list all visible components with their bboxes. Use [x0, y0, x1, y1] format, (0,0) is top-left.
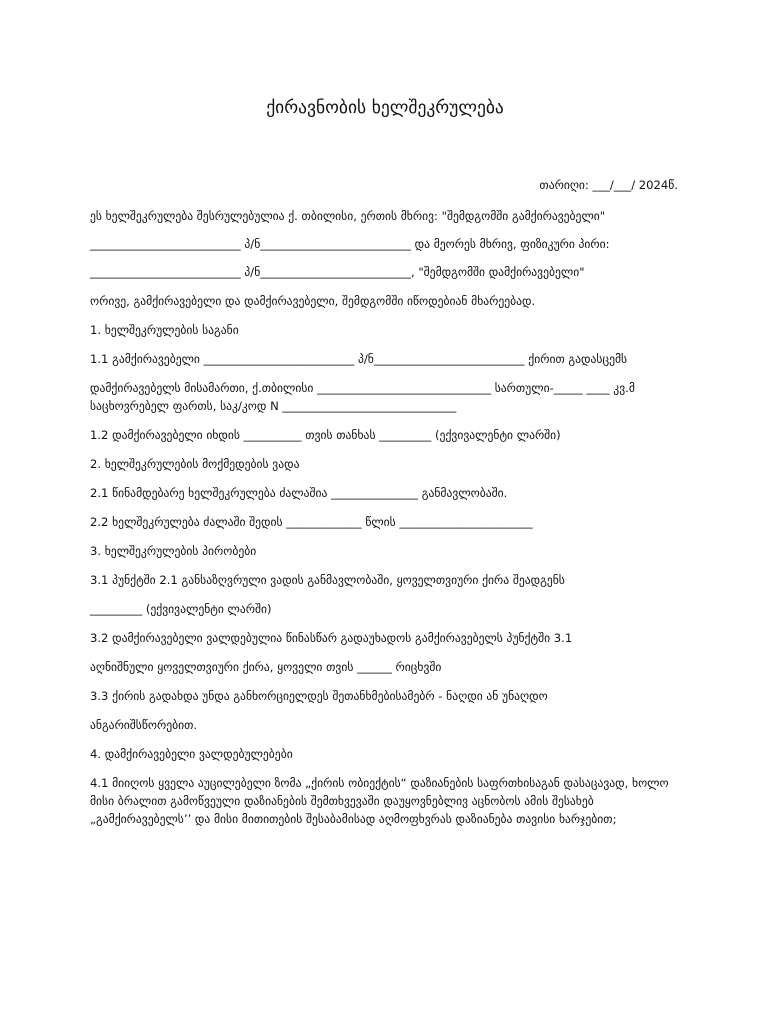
- clause-3-1-amount: _________ (ექვივალენტი ლარში): [90, 602, 272, 616]
- clause-1-1: 1.1 გამქირავებელი __________________________ პ/ნ__________________________ ქირით გადასცემს: [90, 352, 628, 366]
- clause-4-1: 4.1 მიიღოს ყველა აუცილებელი ზომა „ქირის ობიექტის“ დაზიანების საფრთხისაგან დასაცავად, ხოლო მისი ბრალით გამოწვეული დაზიანების შემთხვევაში დაუყოვნებლივ აცნობოს ამის შესახებ „გამქირავებელს’’ და მისი მითითების შესაბამისად აღმოფხვრას დაზიანება თავისი ხარჯებით;: [90, 776, 669, 826]
- clause-1-2: 1.2 დამქირავებელი იხდის __________ თვის თანხას _________ (ექვივალენტი ლარში): [90, 428, 561, 442]
- clause-1-1-address: დამქირავებელს მისამართი, ქ.თბილისი ______________________________ სართული-_____ ____ კვ.მ საცხოვრებელ ფართს, საკ/კოდ N ______________________________: [90, 381, 635, 413]
- paragraph-parties: ორივე, გამქირავებელი და დამქირავებელი, შემდგომში იწოდებიან მხარეებად.: [90, 294, 536, 308]
- clause-2-2: 2.2 ხელშეკრულება ძალაში შედის _____________ წლის _______________________: [90, 515, 533, 529]
- section-heading-obligations: 4. დამქირავებელი ვალდებულებები: [90, 747, 293, 761]
- clause-3-3: 3.3 ქირის გადახდა უნდა განხორციელდეს შეთანხმებისამებრ - ნაღდი ან უნაღდო: [90, 689, 548, 703]
- clause-3-2: 3.2 დამქირავებელი ვალდებულია წინასწარ გადაუხადოს გამქირავებელს პუნქტში 3.1: [90, 631, 573, 645]
- section-heading-conditions: 3. ხელშეკრულების პირობები: [90, 544, 257, 558]
- clause-2-1: 2.1 წინამდებარე ხელშეკრულება ძალაშია _______________ განმავლობაში.: [90, 486, 508, 500]
- paragraph-intro: ეს ხელშეკრულება შესრულებულია ქ. თბილისი, ერთის მხრივ: "შემდგომში გამქირავებელი": [90, 209, 606, 223]
- section-heading-subject: 1. ხელშეკრულების საგანი: [90, 323, 239, 337]
- clause-3-3-cont: ანგარიშსწორებით.: [90, 718, 198, 732]
- paragraph-lessee-id: __________________________ პ/ნ__________________________, "შემდგომში დამქირავებელი": [90, 265, 585, 279]
- clause-3-1: 3.1 პუნქტში 2.1 განსაზღვრული ვადის განმავლობაში, ყოველთვიური ქირა შეადგენს: [90, 573, 565, 587]
- document-title: ქირავნობის ხელშეკრულება: [266, 98, 504, 118]
- paragraph-lessor-id: __________________________ პ/ნ__________________________ და მეორეს მხრივ, ფიზიკური პირი:: [90, 237, 610, 251]
- clause-3-2-cont: აღნიშნული ყოველთვიური ქირა, ყოველი თვის ______ რიცხვში: [90, 660, 442, 674]
- date-line: თარიღი: ___/___/ 2024წ.: [539, 178, 678, 192]
- section-heading-term: 2. ხელშეკრულების მოქმედების ვადა: [90, 457, 300, 471]
